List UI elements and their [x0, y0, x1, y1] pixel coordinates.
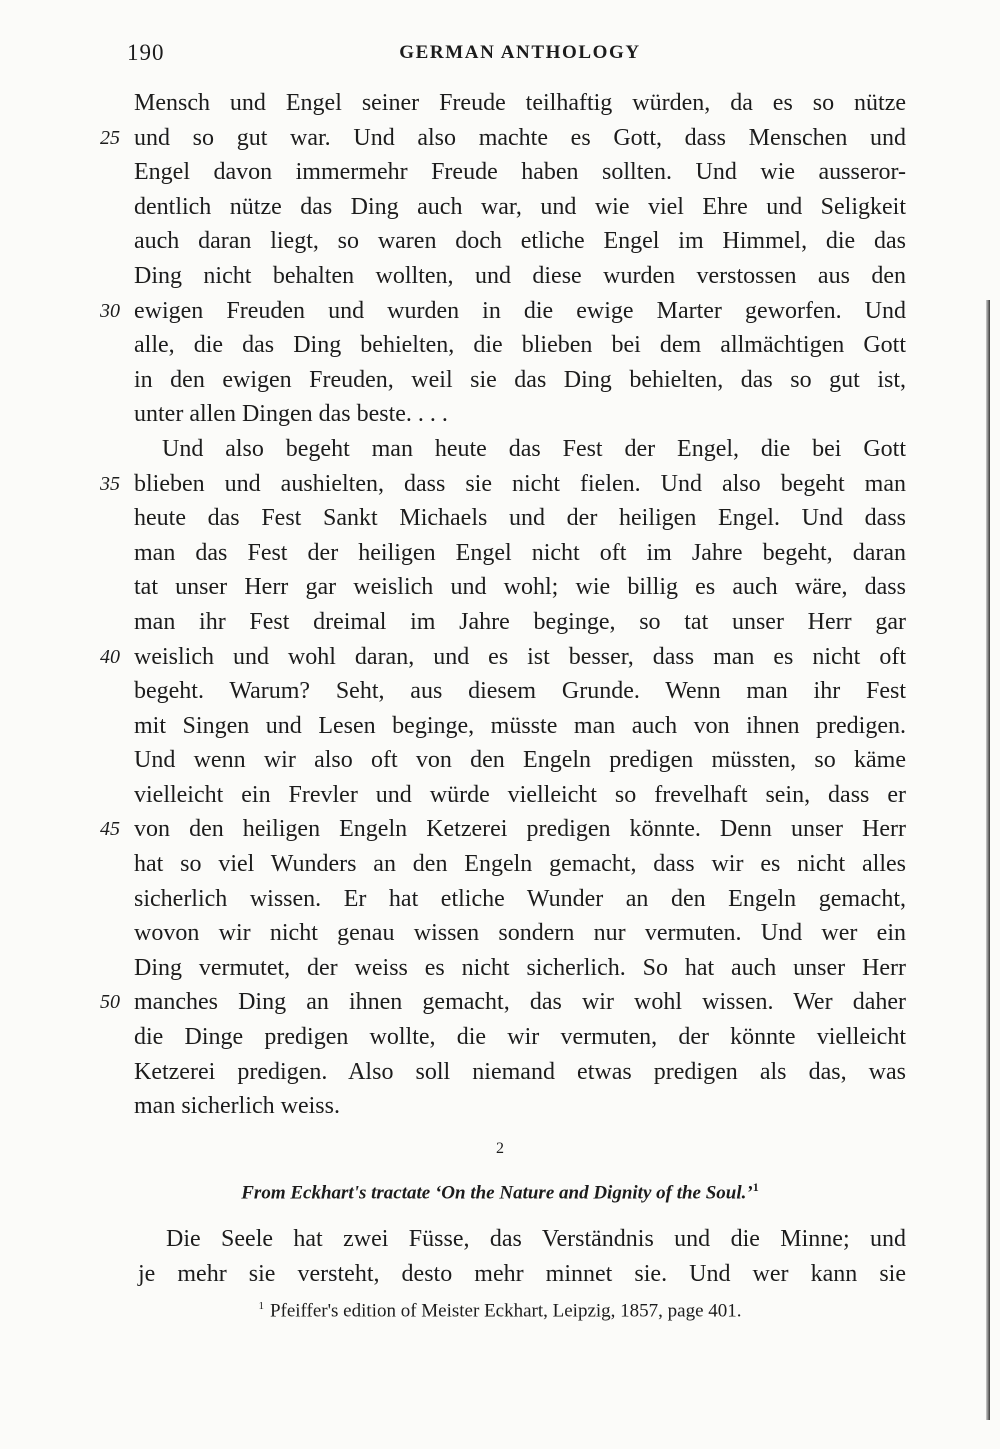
- text-line: [0, 674, 1000, 709]
- line-text: Und also begeht man heute das Fest der Engel, die bei Gott: [162, 435, 906, 462]
- line-text: Ding nicht behalten wollten, und diese wurden verstossen aus den: [134, 262, 906, 289]
- text-line: [0, 709, 1000, 744]
- text-line: [0, 847, 1000, 882]
- line-text: man das Fest der heiligen Engel nicht oft im Jahre begeht, daran: [134, 539, 906, 566]
- line-text: man sicherlich weiss.: [134, 1093, 340, 1120]
- line-number: 50: [100, 991, 120, 1014]
- text-line: [0, 1257, 1000, 1292]
- line-number: 45: [100, 818, 120, 841]
- line-text: Mensch und Engel seiner Freude teilhaftig würden, da es so nütze: [134, 90, 906, 116]
- text-line: [0, 778, 1000, 813]
- text-line: [0, 985, 1000, 1020]
- text-line: [0, 536, 1000, 571]
- page-header: [0, 40, 1000, 70]
- text-line: [0, 224, 1000, 259]
- text-line: [0, 294, 1000, 329]
- line-text: Ketzerei predigen. Also soll niemand etwas predigen als das, was: [134, 1058, 906, 1085]
- line-text: dentlich nütze das Ding auch war, und wie viel Ehre und Seligkeit: [134, 193, 906, 220]
- text-line: [0, 1222, 1000, 1257]
- line-text: Engel davon immermehr Freude haben sollten. Und wie ausseror-: [134, 159, 906, 186]
- line-number: 25: [100, 126, 120, 149]
- line-text: und so gut war. Und also machte es Gott, dass Menschen und: [134, 124, 906, 151]
- text-line: [0, 570, 1000, 605]
- running-head: GERMAN ANTHOLOGY: [399, 42, 641, 63]
- footnote-mark: 1: [258, 1300, 264, 1312]
- section-number: 2: [496, 1140, 504, 1157]
- line-text: wovon wir nicht genau wissen sondern nur vermuten. Und wer ein: [134, 920, 906, 947]
- text-line: [0, 397, 1000, 432]
- line-text: in den ewigen Freuden, weil sie das Ding behielten, das so gut ist,: [134, 366, 906, 393]
- footnote-text: Pfeiffer's edition of Meister Eckhart, Leipzig, 1857, page 401.: [269, 1300, 742, 1322]
- text-line: [0, 432, 1000, 467]
- text-line: [0, 605, 1000, 640]
- line-text: Die Seele hat zwei Füsse, das Verständnis und die Minne; und: [166, 1226, 906, 1252]
- footnote-marker: 1: [752, 1180, 759, 1194]
- text-line: [0, 190, 1000, 225]
- line-text: von den heiligen Engeln Ketzerei predigen könnte. Denn unser Herr: [134, 816, 906, 843]
- line-text: begeht. Warum? Seht, aus diesem Grunde. Wenn man ihr Fest: [134, 678, 906, 705]
- text-line: [0, 916, 1000, 951]
- text-line: [0, 1020, 1000, 1055]
- text-line: [0, 155, 1000, 190]
- line-number: 40: [100, 645, 120, 668]
- line-text: hat so viel Wunders an den Engeln gemacht, dass wir es nicht alles: [134, 851, 906, 878]
- text-line: [0, 86, 1000, 121]
- line-text: heute das Fest Sankt Michaels und der heiligen Engel. Und dass: [134, 505, 906, 532]
- line-text: tat unser Herr gar weislich und wohl; wie billig es auch wäre, dass: [134, 574, 906, 601]
- text-line: [0, 363, 1000, 398]
- line-number: 35: [100, 472, 120, 495]
- line-text: die Dinge predigen wollte, die wir vermuten, der könnte vielleicht: [134, 1024, 906, 1051]
- line-text: ewigen Freuden und wurden in die ewige Marter geworfen. Und: [134, 297, 906, 324]
- line-text: sicherlich wissen. Er hat etliche Wunder an den Engeln gemacht,: [134, 885, 906, 912]
- line-number: 30: [100, 299, 120, 322]
- text-line: [0, 743, 1000, 778]
- line-text: Ding vermutet, der weiss es nicht sicherlich. So hat auch unser Herr: [134, 954, 906, 981]
- line-text: vielleicht ein Frevler und würde vielleicht so frevelhaft sein, dass er: [134, 781, 906, 808]
- line-text: Und wenn wir also oft von den Engeln predigen müssten, so käme: [134, 747, 906, 774]
- text-line: [0, 328, 1000, 363]
- text-line: [0, 121, 1000, 156]
- line-text: je mehr sie versteht, desto mehr minnet sie. Und wer kann sie: [138, 1260, 906, 1287]
- text-line: [0, 467, 1000, 502]
- text-line: [0, 812, 1000, 847]
- text-line: [0, 259, 1000, 294]
- footnote: [0, 1300, 1000, 1322]
- text-line: [0, 951, 1000, 986]
- section-2-text: [0, 1222, 1000, 1291]
- line-text: manches Ding an ihnen gemacht, das wir wohl wissen. Wer daher: [134, 989, 906, 1016]
- section-heading: [0, 1180, 1000, 1204]
- text-line: [0, 640, 1000, 675]
- line-text: man ihr Fest dreimal im Jahre beginge, so tat unser Herr gar: [134, 608, 906, 635]
- section-1-text: [0, 86, 1000, 1124]
- text-line: [0, 501, 1000, 536]
- line-text: unter allen Dingen das beste. . . .: [134, 401, 448, 428]
- line-text: weislich und wohl daran, und es ist besser, dass man es nicht oft: [134, 643, 906, 670]
- page-number: 190: [127, 40, 165, 65]
- line-text: mit Singen und Lesen beginge, müsste man auch von ihnen predigen.: [134, 712, 906, 739]
- section-heading-text: From Eckhart's tractate ‘On the Nature and Dignity of the Soul.’: [241, 1182, 753, 1204]
- text-line: [0, 882, 1000, 917]
- text-line: [0, 1089, 1000, 1124]
- line-text: auch daran liegt, so waren doch etliche Engel im Himmel, die das: [134, 228, 906, 255]
- text-line: [0, 1055, 1000, 1090]
- line-text: alle, die das Ding behielten, die blieben bei dem allmächtigen Gott: [134, 332, 906, 359]
- line-text: blieben und aushielten, dass sie nicht fielen. Und also begeht man: [134, 470, 906, 497]
